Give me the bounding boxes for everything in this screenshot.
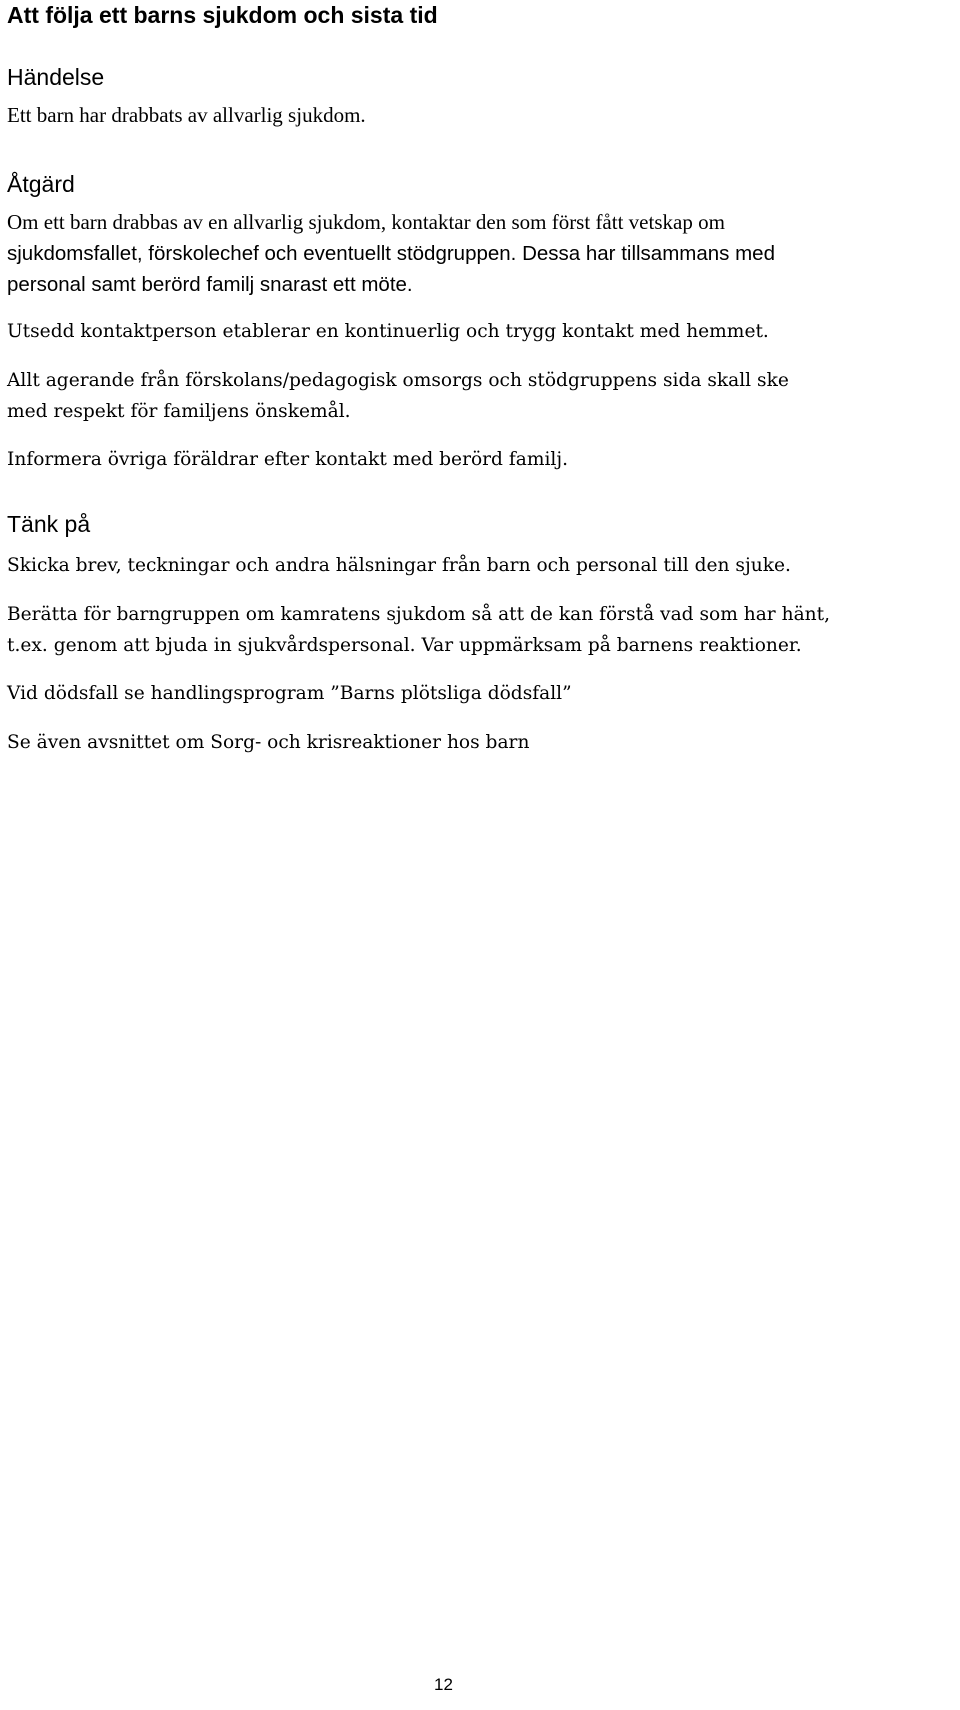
atgard-paragraph-3 (7, 365, 789, 427)
page-number: 12 (434, 1675, 453, 1694)
text-line: personal samt berörd familj snarast ett möte. (7, 273, 413, 296)
heading-handelse: Händelse (7, 64, 105, 90)
text-line: Utsedd kontaktperson etablerar en kontinuerlig och trygg kontakt med hemmet. (7, 321, 769, 342)
document-title: Att följa ett barns sjukdom och sista tid (7, 2, 438, 28)
handelse-text (7, 100, 366, 131)
tank-pa-paragraph-1 (7, 550, 791, 581)
text-line: med respekt för familjens önskemål. (7, 401, 351, 422)
text-line: Se även avsnittet om Sorg- och krisreaktioner hos barn (7, 732, 530, 753)
text-line: Om ett barn drabbas av en allvarlig sjukdom, kontaktar den som först fått vetskap om (7, 210, 725, 234)
atgard-paragraph-4 (7, 444, 568, 475)
tank-pa-paragraph-4 (7, 727, 529, 758)
heading-atgard: Åtgärd (7, 171, 75, 197)
text-line: Berätta för barngruppen om kamratens sjukdom så att de kan förstå vad som har hänt, (7, 604, 831, 625)
atgard-paragraph-1 (7, 207, 725, 238)
text-line: Allt agerande från förskolans/pedagogisk omsorgs och stödgruppens sida skall ske (7, 370, 789, 391)
text-line: Ett barn har drabbats av allvarlig sjukdom. (7, 103, 366, 127)
text-line: Vid dödsfall se handlingsprogram ”Barns plötsliga dödsfall” (7, 683, 572, 704)
tank-pa-paragraph-2 (7, 599, 830, 661)
atgard-paragraph-1-cont (7, 238, 775, 300)
atgard-paragraph-2 (7, 316, 769, 347)
text-line: sjukdomsfallet, förskolechef och eventuellt stödgruppen. Dessa har tillsammans med (7, 242, 775, 265)
text-line: Informera övriga föräldrar efter kontakt med berörd familj. (7, 449, 569, 470)
heading-tank-pa: Tänk på (7, 511, 91, 537)
tank-pa-paragraph-3 (7, 678, 572, 709)
text-line: t.ex. genom att bjuda in sjukvårdspersonal. Var uppmärksam på barnens reaktioner. (7, 635, 802, 656)
text-line: Skicka brev, teckningar och andra hälsningar från barn och personal till den sjuke. (7, 555, 791, 576)
